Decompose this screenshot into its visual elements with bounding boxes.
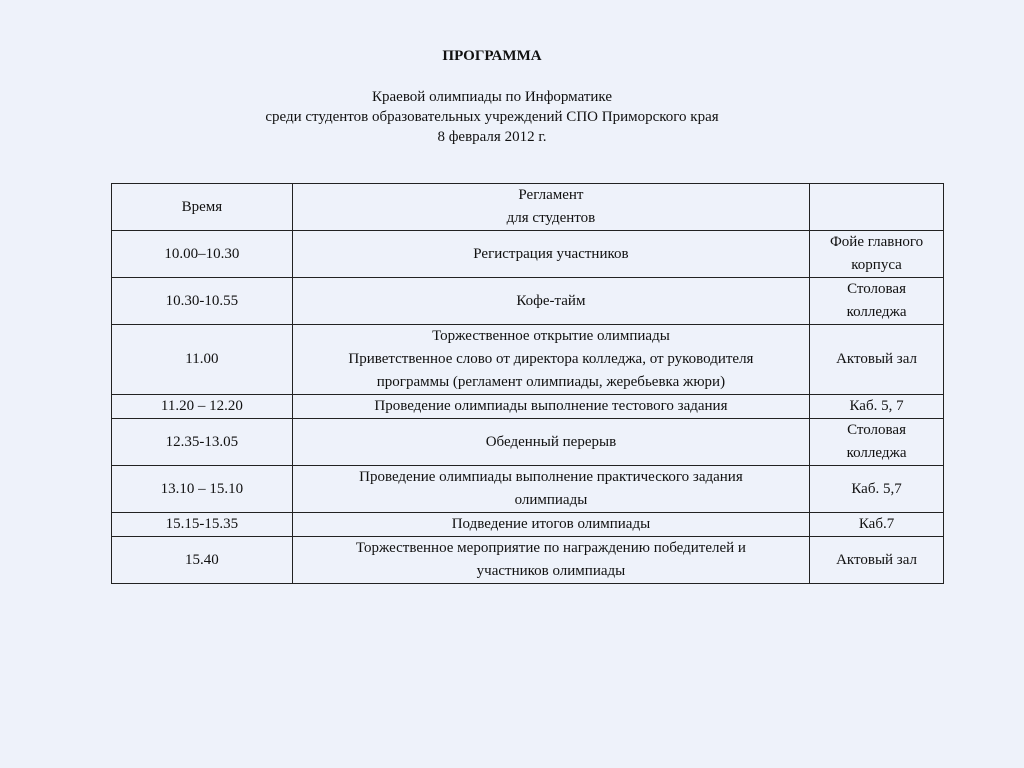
row-event	[292, 231, 809, 278]
row-event	[292, 419, 809, 466]
row-event	[292, 325, 809, 395]
row-place-line: Актовый зал	[836, 351, 917, 367]
row-time: 13.10 – 15.10	[112, 466, 293, 513]
row-event	[292, 466, 809, 513]
row-event	[292, 395, 809, 419]
table-row	[112, 395, 944, 419]
row-place	[810, 231, 944, 278]
row-place-line: Каб. 5, 7	[849, 398, 904, 414]
row-event-line: программы (регламент олимпиады, жеребьевка жюри)	[376, 374, 726, 390]
row-place-line: корпуса	[851, 257, 902, 273]
table-row	[112, 419, 944, 466]
row-time: 11.00	[112, 325, 293, 395]
row-time: 10.00–10.30	[112, 231, 293, 278]
header-place	[810, 184, 944, 231]
row-place-line: Столовая	[847, 281, 906, 297]
header-reglament-line-1: Регламент	[518, 187, 584, 203]
row-place	[810, 466, 944, 513]
program-table	[111, 183, 944, 584]
row-place-line: Фойе главного	[829, 234, 924, 250]
row-place-line: Каб. 5,7	[851, 480, 902, 497]
page-subtitle	[0, 87, 984, 147]
row-time: 10.30-10.55	[112, 278, 293, 325]
table-row	[112, 537, 944, 584]
row-place-line: Каб.7	[858, 516, 895, 532]
row-place-line: колледжа	[846, 445, 907, 461]
row-event-line: участников олимпиады	[476, 563, 626, 579]
table-row	[112, 513, 944, 537]
subtitle-line-3: 8 февраля 2012 г.	[437, 129, 547, 145]
row-place-line: Столовая	[847, 422, 906, 438]
header-time: Время	[112, 184, 293, 231]
row-event	[292, 537, 809, 584]
row-place	[810, 419, 944, 466]
header-reglament-line-2: для студентов	[506, 210, 596, 226]
row-place-line: Актовый зал	[836, 551, 917, 568]
row-event	[292, 513, 809, 537]
row-event-line: Обеденный перерыв	[485, 433, 617, 450]
row-place	[810, 325, 944, 395]
row-event-line: олимпиады	[514, 492, 588, 508]
row-event-line: Кофе-тайм	[516, 292, 586, 309]
row-event-line: Приветственное слово от директора колледжа, от руководителя	[348, 351, 754, 367]
row-event-line: Подведение итогов олимпиады	[451, 516, 651, 532]
subtitle-line-2: среди студентов образовательных учреждений СПО Приморского края	[265, 109, 719, 125]
table-row	[112, 466, 944, 513]
table-header-row	[112, 184, 944, 231]
row-time: 15.15-15.35	[112, 513, 293, 537]
page-title: ПРОГРАММА	[442, 48, 542, 64]
row-place	[810, 513, 944, 537]
row-place	[810, 278, 944, 325]
table-row	[112, 325, 944, 395]
row-place	[810, 395, 944, 419]
row-event-line: Регистрация участников	[473, 245, 629, 262]
row-event-line: Проведение олимпиады выполнение практического задания	[359, 469, 743, 485]
row-time: 15.40	[112, 537, 293, 584]
subtitle-line-1: Краевой олимпиады по Информатике	[372, 89, 612, 105]
row-event-line: Торжественное открытие олимпиады	[432, 328, 670, 344]
table-row	[112, 278, 944, 325]
row-time: 11.20 – 12.20	[112, 395, 293, 419]
row-place-line: колледжа	[846, 304, 907, 320]
table-row	[112, 231, 944, 278]
row-event	[292, 278, 809, 325]
row-time: 12.35-13.05	[112, 419, 293, 466]
row-event-line: Проведение олимпиады выполнение тестового задания	[374, 398, 728, 414]
header-reglament	[292, 184, 809, 231]
row-place	[810, 537, 944, 584]
row-event-line: Торжественное мероприятие по награждению победителей и	[355, 540, 746, 556]
